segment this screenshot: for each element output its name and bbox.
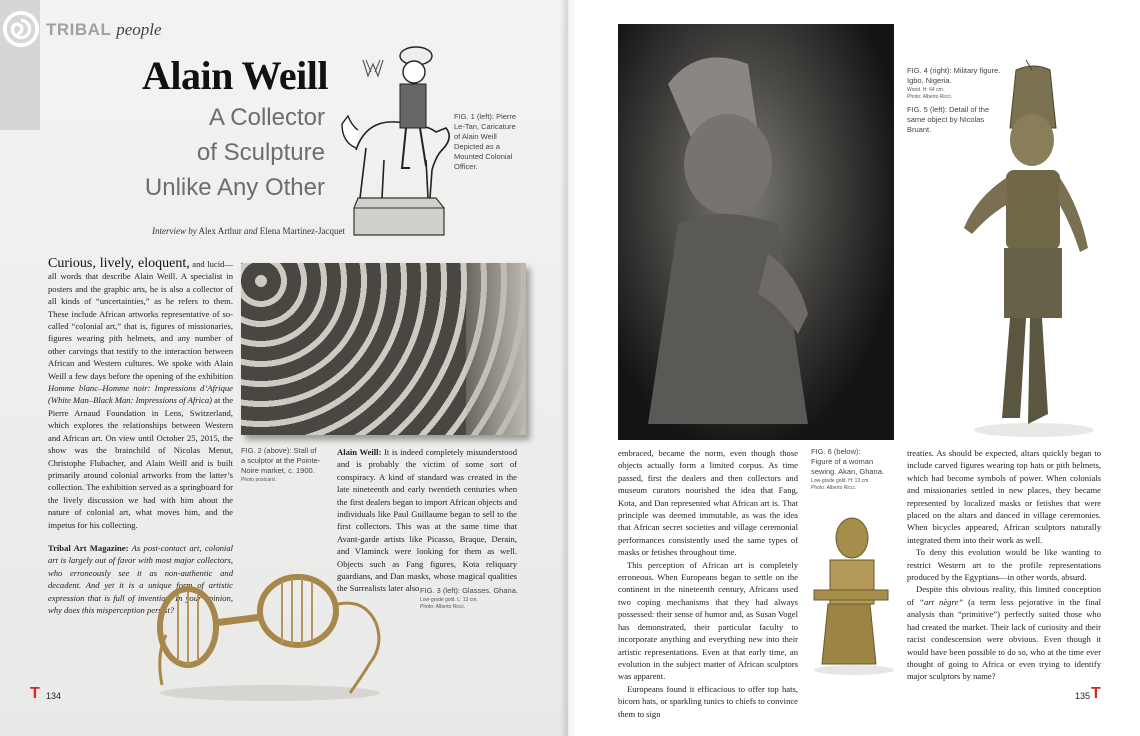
lead-in: Curious, lively, eloquent, bbox=[48, 256, 190, 271]
fig4-caption: FIG. 4 (right): Military figure. Igbo, Nigeria. bbox=[907, 66, 1001, 85]
fig4-details: Wood. H: 64 cm. Photo: Alberto Ricci. bbox=[907, 87, 953, 100]
column-3: embraced, became the norm, even though those objects actually form a limited corpus. As time passed, first the dealers and then collectors and museum curators nourished the idea that Fang, Kota, and Dan represented what African art is. That principle was deemed immutable, as was the idea that African secret societies and village ceremonial performances consistently used the same types of masks or fetishes throughout time. This perception of African art is completely erroneous. When Europeans began to settle on the continent in the nineteenth century, Africans used two coping mechanisms that they had always possessed: their sense of humor and, as Susan Vogel has demonstrated, their particular faculty to incorporate anything and everything new into their artistic representations. Even at that early time, an evolution in the subject matter of African sculptors was apparent. Europeans found it efficacious to offer top hats, bicorn hats, or sparkling tunics to chiefs to convince them to sign bbox=[618, 448, 798, 719]
article-subtitle: A Collector of Sculpture Unlike Any Other bbox=[144, 104, 325, 201]
spine-shadow bbox=[560, 0, 576, 736]
market-photo bbox=[241, 263, 526, 435]
right-page bbox=[568, 0, 1140, 736]
military-figure-image bbox=[956, 58, 1106, 438]
fig6-caption: FIG. 6 (below): Figure of a woman sewing. Akan, Ghana. bbox=[811, 447, 884, 476]
fig2-caption: FIG. 2 (above): Stall of a sculptor at the Pointe-Noire market, c. 1900. bbox=[241, 446, 321, 475]
left-page-mark-icon: T bbox=[30, 685, 40, 702]
gold-glasses-image bbox=[150, 565, 390, 705]
left-page bbox=[0, 0, 568, 736]
fig2-credit: Photo postcard. bbox=[241, 477, 277, 483]
right-page-number: 135 bbox=[1075, 691, 1091, 701]
byline: Interview by Alex Arthur and Elena Martínez-Jacquet bbox=[152, 226, 345, 236]
fig3-details: Low-grade gold. L: 13 cm. Photo: Alberto Ricci. bbox=[420, 597, 478, 610]
fig1-caption: FIG. 1 (left): Pierre Le-Tan, Caricature of Alain Weill Depicted as a Mounted Colonial Officer. bbox=[454, 112, 517, 171]
series-title: TRIBAL people bbox=[46, 20, 162, 39]
caricature-drawing bbox=[336, 30, 460, 242]
gold-sewing-figure-image bbox=[804, 516, 898, 676]
spiral-logo-icon bbox=[2, 10, 40, 48]
fig5-caption: FIG. 5 (left): Detail of the same object by Nicolas Bruant. bbox=[907, 105, 990, 134]
fig6-details: Low-grade gold. H: 13 cm. Photo: Alberto Ricci. bbox=[811, 478, 870, 491]
column-1: Curious, lively, eloquent, and lucid—all words that describe Alain Weill. A specialist in posters and the graphic arts, he is also a collector of all kinds of “uncertainties,” as he refers to them. These include African artworks representative of so-called “colonial art,” that is, figures of missionaries, figures wearing pith helmets, and any number of other carvings that testify to the interaction between African and Western cultures. We spoke with Alain Weill a few days before the opening of the exhibition Homme blanc–Homme noir: Impressions d’Afrique (White Man–Black Man: Impressions of Africa) at the Pierre Arnaud Foundation in Lens, Switzerland, which explores the relationships between Western and African art. On view until October 25, 2015, the show was the brainchild of Nicolas Menut, Christophe Flubacher, and Alain Weill and is built primarily around colonial artworks from the latter’s collection. The exhibition served as a springboard for the lively discussion we had with him about the nature of colonial art, what moves him, and the impetus for his collecting. Tribal Art Magazine: As post-contact art, colonial art is largely out of favor with most major collectors, who erroneously see it as non-authentic and decadent. And yet it is a unique form of artistic expression that is full of invention. In your opinion, why does this misperception persist? bbox=[48, 256, 234, 615]
left-page-number: 134 bbox=[46, 691, 62, 701]
column-4: treaties. As should be expected, altars quickly began to include carved figures wearing top hats or pith helmets, which had become symbols of power. When colonials and missionaries settled in new places, they became represented by localized masks or fetishes that were placed on the altars and danced in village ceremonies. When bicycles appeared, African sculptors naturally integrated them into their work as well. To deny this evolution would be like wanting to restrict Western art to the profile representations produced by the Egyptians—in other words, absurd. Despite this obvious reality, this limited conception of “art nègre” (a term less pejorative in the final analysis than “primitive”) perfectly suited those who had created the market. Their lack of curiosity and their racist condescension were obvious. Even though it would have been possible to do so, who at the time ever thought of going to Africa or even trying to identify major sculptors by name? bbox=[907, 448, 1101, 682]
military-figure-detail-photo bbox=[618, 24, 894, 440]
figure-silhouette bbox=[618, 24, 894, 440]
right-page-mark-icon: T bbox=[1091, 685, 1101, 702]
fig3-caption: FIG. 3 (left): Glasses. Ghana. bbox=[420, 586, 518, 595]
article-title: Alain Weill bbox=[142, 53, 329, 98]
column-2: Alain Weill: It is indeed completely misunderstood and is probably the victim of some sort of conspiracy. A kind of standard was created in the late nineteenth and early twentieth centuries when the first dealers began to import African objects and individuals like Paul Guillaume began to sell to the first collectors. This was at the same time that Avant-garde artists like Picasso, Braque, Derain, and Vlaminck were looking for them as well. Objects such as Fang figures, Kota reliquary guardians, and Dan masks, whose magical qualities the Surrealists later also bbox=[337, 447, 517, 594]
